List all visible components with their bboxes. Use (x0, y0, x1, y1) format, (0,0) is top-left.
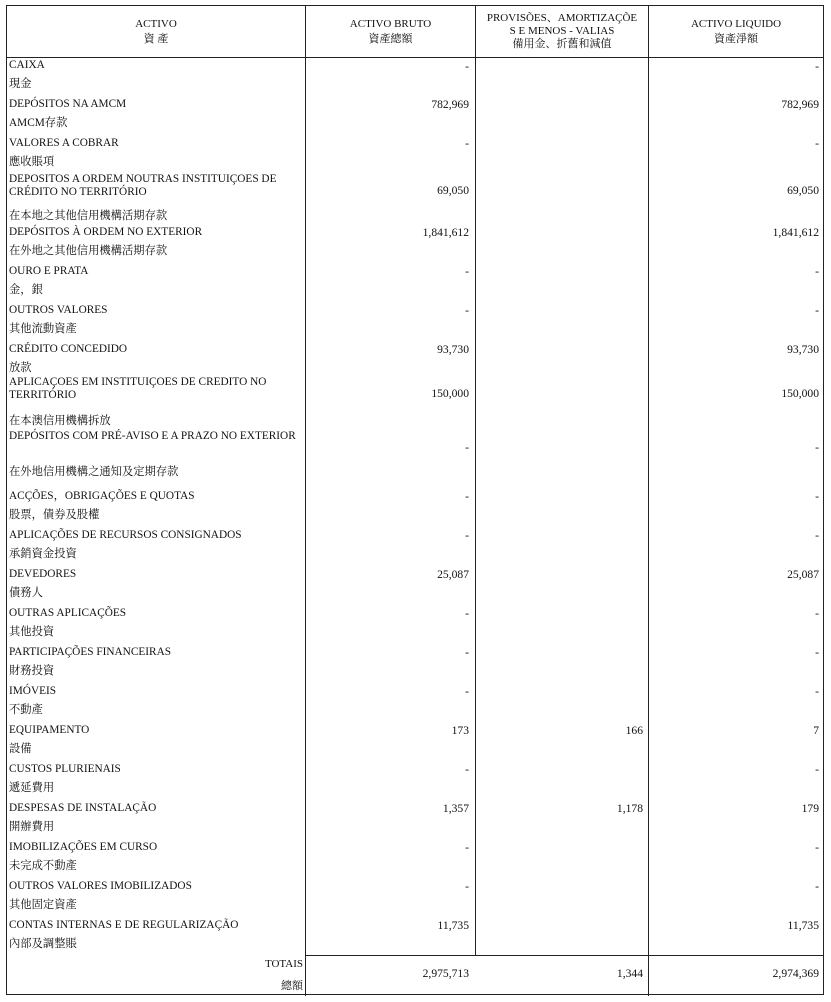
cell-provisoes: 1,178 (616, 802, 643, 815)
cell-activo-bruto: 11,735 (437, 919, 469, 932)
header-activo (7, 6, 305, 57)
cell-activo-bruto: - (465, 529, 469, 542)
cell-activo-liquido: 11,735 (787, 919, 819, 932)
cell-activo-bruto: - (465, 490, 469, 503)
row-label-pt: PARTICIPAÇÕES FINANCEIRAS (9, 646, 172, 658)
row-label-pt: DESPESAS DE INSTALAÇÃO (9, 802, 157, 814)
cell-activo-bruto: 1,841,612 (422, 226, 469, 239)
cell-activo-liquido: 1,841,612 (772, 226, 819, 239)
row-label-zh: AMCM存款 (9, 117, 68, 129)
header-liquido-zh: 資產淨額 (714, 32, 758, 45)
cell-activo-liquido: - (815, 60, 819, 73)
row-label-pt: DEVEDORES (9, 568, 77, 580)
cell-provisoes: 166 (625, 724, 643, 737)
totals-label-zh: 總額 (281, 980, 303, 992)
total-activo-bruto: 2,975,713 (422, 967, 469, 980)
cell-activo-bruto: - (465, 841, 469, 854)
row-label-zh: 未完成不動產 (9, 860, 77, 872)
column-divider (475, 6, 476, 956)
cell-activo-bruto: 25,087 (437, 568, 469, 581)
row-label-zh: 設備 (9, 743, 32, 755)
row-label-pt: APLICAÇOES EM INSTITUIÇOES DE CREDITO NO TERRITÓRIO (9, 376, 267, 401)
cell-activo-liquido: - (815, 490, 819, 503)
row-label-pt: IMOBILIZAÇÕES EM CURSO (9, 841, 158, 853)
header-provisoes-zh: 備用金、折舊和減值 (512, 38, 612, 50)
column-divider (305, 6, 306, 996)
row-label-zh: 遞延費用 (9, 782, 55, 794)
cell-activo-bruto: 150,000 (431, 387, 469, 400)
cell-activo-bruto: - (465, 646, 469, 659)
cell-activo-liquido: 7 (813, 724, 819, 737)
cell-activo-bruto: 173 (451, 724, 469, 737)
cell-activo-bruto: 782,969 (431, 98, 469, 111)
cell-activo-liquido: - (815, 880, 819, 893)
cell-activo-liquido: 150,000 (781, 387, 819, 400)
cell-activo-liquido: - (815, 763, 819, 776)
row-label-zh: 在外地信用機構之通知及定期存款 (9, 466, 179, 478)
cell-activo-bruto: - (465, 607, 469, 620)
cell-activo-liquido: 782,969 (781, 98, 819, 111)
cell-activo-bruto: - (465, 137, 469, 150)
row-label-pt: OUTROS VALORES (9, 304, 108, 316)
cell-activo-liquido: 69,050 (787, 184, 819, 197)
cell-activo-bruto: - (465, 685, 469, 698)
row-label-pt: DEPÓSITOS COM PRÉ-AVISO E A PRAZO NO EXTERIOR (9, 430, 296, 442)
row-label-zh: 現金 (9, 78, 32, 90)
row-label-zh: 放款 (9, 362, 32, 374)
row-label-zh: 金，銀 (9, 284, 43, 296)
row-label-pt: DEPÓSITOS À ORDEM NO EXTERIOR (9, 226, 203, 238)
row-label-zh: 在本地之其他信用機構活期存款 (9, 210, 168, 222)
row-label-zh: 其他投資 (9, 626, 55, 638)
row-label-pt: IMÓVEIS (9, 685, 57, 697)
cell-activo-liquido: - (815, 441, 819, 454)
cell-activo-liquido: - (815, 607, 819, 620)
row-label-zh: 其他固定資產 (9, 899, 77, 911)
row-label-zh: 在本澳信用機構拆放 (9, 415, 111, 427)
total-provisoes: 1,344 (616, 967, 643, 980)
cell-activo-liquido: - (815, 265, 819, 278)
header-activo-zh: 資 產 (143, 32, 169, 45)
row-label-zh: 開辦費用 (9, 821, 55, 833)
header-bruto-zh: 資產總額 (368, 32, 413, 45)
row-label-pt: VALORES A COBRAR (9, 137, 119, 149)
row-label-pt: OURO E PRATA (9, 265, 89, 277)
header-activo-liquido (649, 6, 823, 57)
totals-divider (305, 955, 823, 956)
row-label-pt: ACÇÕES，OBRIGAÇÕES E QUOTAS (9, 490, 195, 502)
row-label-pt: DEPÓSITOS NA AMCM (9, 98, 127, 110)
header-activo-pt: ACTIVO (135, 17, 177, 30)
header-provisoes-pt-2: S E MENOS - VALIAS (509, 25, 615, 37)
cell-activo-liquido: - (815, 841, 819, 854)
row-label-pt: OUTROS VALORES IMOBILIZADOS (9, 880, 192, 892)
row-label-zh: 財務投資 (9, 665, 55, 677)
header-divider (7, 57, 823, 58)
header-liquido-pt: ACTIVO LIQUIDO (690, 17, 782, 30)
totals-label-pt: TOTAIS (264, 958, 303, 970)
column-divider (648, 6, 649, 996)
total-activo-liquido: 2,974,369 (772, 967, 819, 980)
cell-activo-bruto: 69,050 (437, 184, 469, 197)
row-label-zh: 其他流動資產 (9, 323, 77, 335)
cell-activo-bruto: - (465, 60, 469, 73)
cell-activo-liquido: 179 (801, 802, 819, 815)
cell-activo-bruto: - (465, 880, 469, 893)
cell-activo-bruto: 93,730 (437, 343, 469, 356)
cell-activo-liquido: 25,087 (787, 568, 819, 581)
cell-activo-liquido: - (815, 646, 819, 659)
row-label-pt: EQUIPAMENTO (9, 724, 90, 736)
row-label-pt: CAIXA (9, 59, 45, 71)
row-label-zh: 內部及調整賬 (9, 938, 77, 950)
header-provisoes-pt-1: PROVISÕES、AMORTIZAÇÕE (486, 12, 638, 24)
cell-activo-bruto: - (465, 304, 469, 317)
cell-activo-bruto: - (465, 265, 469, 278)
row-label-pt: DEPOSITOS A ORDEM NOUTRAS INSTITUIÇOES DE CRÉDITO NO TERRITÓRIO (9, 173, 277, 198)
row-label-zh: 不動產 (9, 704, 43, 716)
row-label-pt: OUTRAS APLICAÇÕES (9, 607, 127, 619)
row-label-zh: 應收賬項 (9, 156, 55, 168)
cell-activo-bruto: - (465, 763, 469, 776)
cell-activo-liquido: - (815, 685, 819, 698)
row-label-pt: APLICAÇÕES DE RECURSOS CONSIGNADOS (9, 529, 242, 541)
row-label-zh: 在外地之其他信用機構活期存款 (9, 245, 168, 257)
row-label-pt: CONTAS INTERNAS E DE REGULARIZAÇÃO (9, 919, 239, 931)
balance-sheet-table (6, 5, 824, 995)
row-label-zh: 債務人 (9, 587, 43, 599)
cell-activo-liquido: - (815, 137, 819, 150)
row-label-pt: CRÉDITO CONCEDIDO (9, 343, 128, 355)
cell-activo-liquido: - (815, 529, 819, 542)
header-provisoes (476, 6, 648, 57)
header-bruto-pt: ACTIVO BRUTO (349, 17, 432, 30)
row-label-pt: CUSTOS PLURIENAIS (9, 763, 121, 775)
cell-activo-liquido: 93,730 (787, 343, 819, 356)
header-activo-bruto (306, 6, 475, 57)
row-label-zh: 承銷資金投資 (9, 548, 77, 560)
row-label-zh: 股票，債券及股權 (9, 509, 100, 521)
cell-activo-liquido: - (815, 304, 819, 317)
cell-activo-bruto: - (465, 441, 469, 454)
cell-activo-bruto: 1,357 (442, 802, 469, 815)
